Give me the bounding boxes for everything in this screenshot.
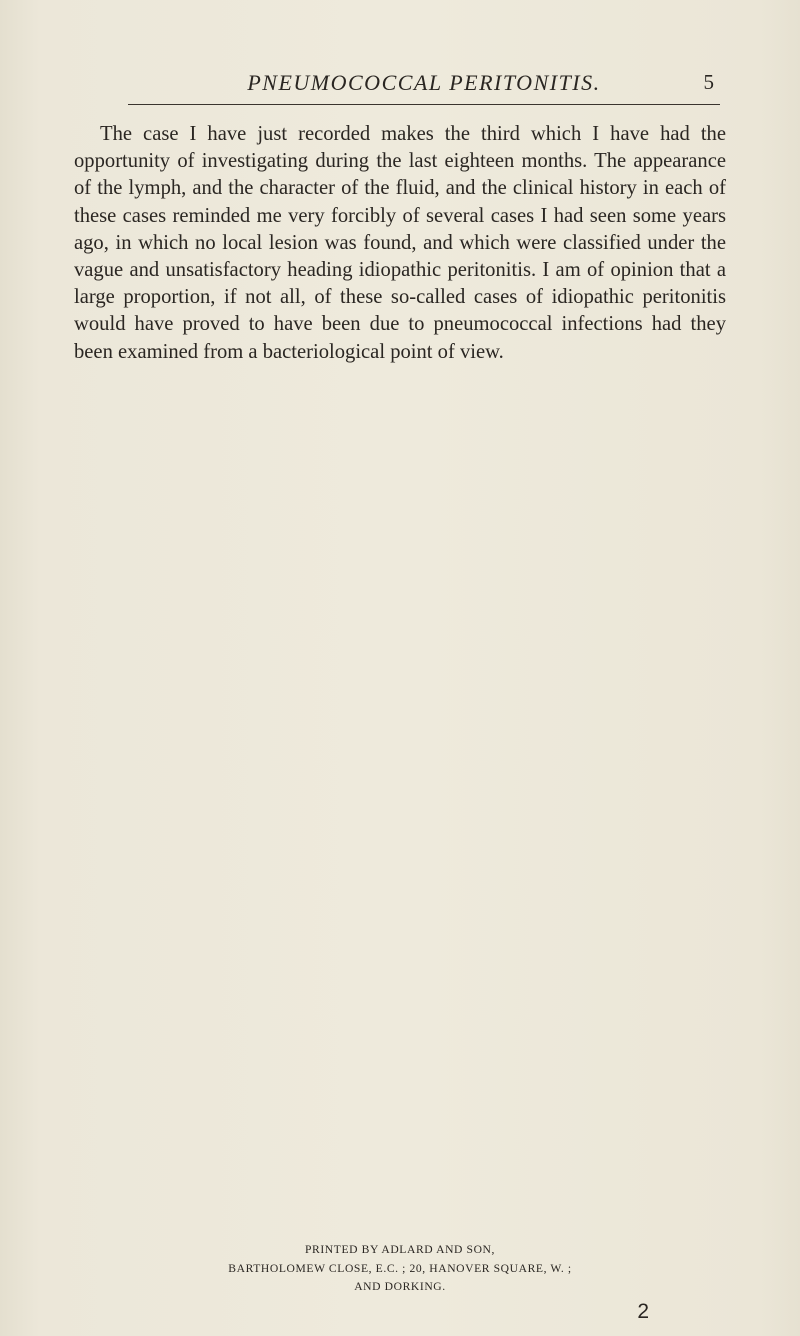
- running-title: PNEUMOCOCCAL PERITONITIS.: [247, 70, 601, 95]
- imprint-line: PRINTED BY ADLARD AND SON,: [304, 1243, 496, 1256]
- signature-mark: 2: [637, 1300, 649, 1323]
- imprint-line: BARTHOLOMEW CLOSE, E.C. ; 20, HANOVER SQUARE, W. ;: [228, 1261, 572, 1275]
- printer-imprint: [100, 1241, 700, 1297]
- running-head: [128, 70, 720, 104]
- body-paragraph: The case I have just recorded makes the third which I have had the opportunity of investigating during the last eighteen months. The appearance of the lymph, and the character of the fluid, and the clinical history in each of these cases reminded me very forcibly of several cases I had seen some years ago, in which no local lesion was found, and which were classified under the vague and unsatisfactory heading idiopathic peritonitis. I am of opinion that a large proportion, if not all, of these so-called cases of idiopathic peritonitis would have proved to have been due to pneumococcal infections had they been examined from a bacteriological point of view.: [74, 123, 726, 363]
- header-rule: [128, 104, 720, 105]
- imprint-line: AND DORKING.: [354, 1280, 446, 1293]
- page-number: 5: [703, 70, 714, 94]
